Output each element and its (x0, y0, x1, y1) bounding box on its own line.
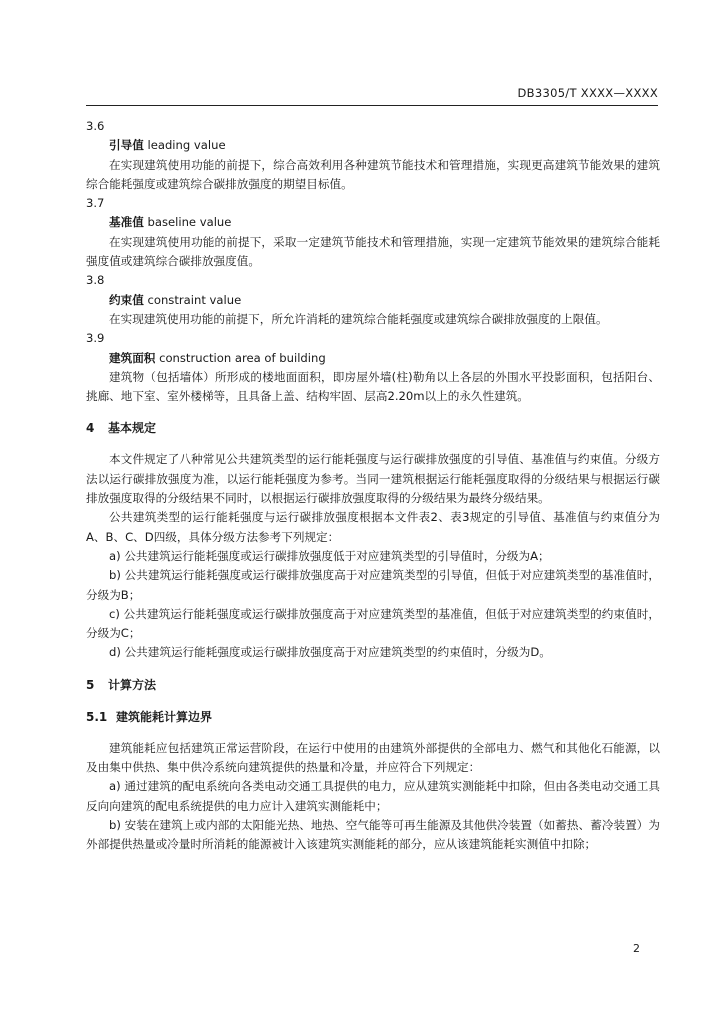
term-definition: 在实现建筑使用功能的前提下，所允许消耗的建筑综合能耗强度或建筑综合碳排放强度的上限值。 (109, 311, 608, 326)
term-definition: 在实现建筑使用功能的前提下，采取一定建筑节能技术和管理措施，实现一定建筑节能效果的建筑综合能耗强度值或建筑综合碳排放强度值。 (86, 234, 660, 269)
header-rule (86, 105, 658, 106)
term-definition: 在实现建筑使用功能的前提下，综合高效利用各种建筑节能技术和管理措施，实现更高建筑节能效果的建筑综合能耗强度或建筑综合碳排放强度的期望目标值。 (86, 157, 660, 191)
section-number: 5 (86, 677, 95, 692)
section-number: 4 (86, 421, 95, 436)
subsection-number: 5.1 (86, 709, 108, 724)
term-number: 3.8 (86, 273, 105, 288)
subsection-heading (86, 707, 660, 727)
document-body (86, 117, 660, 855)
term-number: 3.6 (86, 119, 105, 133)
term-name: 引导值 (109, 138, 144, 153)
term-heading (86, 291, 660, 310)
page-number: 2 (633, 942, 640, 955)
term-heading (86, 213, 660, 232)
section-heading (86, 675, 660, 695)
term-english: baseline value (147, 215, 232, 230)
term-heading (86, 136, 660, 155)
paragraph: 公共建筑类型的运行能耗强度与运行碳排放强度根据本文件表2、表3规定的引导值、基准值与约束值分为A、B、C、D四级，具体分级方法参考下列规定： (86, 510, 660, 544)
term-name: 基准值 (109, 215, 144, 230)
subsection-title: 建筑能耗计算边界 (116, 709, 213, 724)
paragraph: 建筑能耗应包括建筑正常运营阶段，在运行中使用的由建筑外部提供的全部电力、燃气和其他化石能源，以及由集中供热、集中供冷系统向建筑提供的热量和冷量，并应符合下列规定： (86, 740, 660, 775)
paragraph: 本文件规定了八种常见公共建筑类型的运行能耗强度与运行碳排放强度的引导值、基准值与约束值。分级方法以运行碳排放强度为准，以运行能耗强度为参考。当同一建筑根据运行能耗强度取得的分级结果与根据运行碳排放强度取得的分级结果不同时，以根据运行碳排放强度取得的分级结果为最终分级结果。 (86, 452, 660, 506)
document-code: DB3305/T XXXX—XXXX (517, 86, 658, 100)
term-english: leading value (147, 138, 226, 153)
list-item: c) 公共建筑运行能耗强度或运行碳排放强度高于对应建筑类型的基准值，但低于对应建筑类型的约束值时，分级为C； (86, 606, 660, 641)
term-name: 约束值 (109, 292, 144, 307)
term-heading (86, 349, 660, 368)
term-english: construction area of building (159, 350, 326, 365)
term-english: constraint value (147, 292, 242, 307)
list-item: a) 通过建筑的配电系统向各类电动交通工具提供的电力，应从建筑实测能耗中扣除，但由各类电动交通工具反向向建筑的配电系统提供的电力应计入建筑实测能耗中； (86, 779, 660, 813)
term-name: 建筑面积 (109, 350, 156, 365)
list-item: d) 公共建筑运行能耗强度或运行碳排放强度高于对应建筑类型的约束值时，分级为D。 (109, 645, 551, 660)
list-item: b) 公共建筑运行能耗强度或运行碳排放强度高于对应建筑类型的引导值，但低于对应建筑类型的基准值时，分级为B； (86, 568, 660, 602)
term-number: 3.9 (86, 331, 105, 346)
section-heading (86, 418, 660, 438)
list-item: b) 安装在建筑上或内部的太阳能光热、地热、空气能等可再生能源及其他供冷装置（如蓄热、蓄冷装置）为外部提供热量或冷量时所消耗的能源被计入该建筑实测能耗的部分，应从该建筑能耗实测值中扣除； (86, 817, 660, 852)
term-number: 3.7 (86, 196, 105, 211)
section-title: 计算方法 (108, 677, 157, 692)
section-title: 基本规定 (108, 421, 157, 436)
term-definition: 建筑物（包括墙体）所形成的楼地面面积，即房屋外墙(柱)勒角以上各层的外围水平投影面积，包括阳台、挑廊、地下室、室外楼梯等，且具备上盖、结构牢固、层高2.20m以上的永久性建筑。 (86, 369, 660, 404)
list-item: a) 公共建筑运行能耗强度或运行碳排放强度低于对应建筑类型的引导值时，分级为A； (109, 548, 550, 563)
